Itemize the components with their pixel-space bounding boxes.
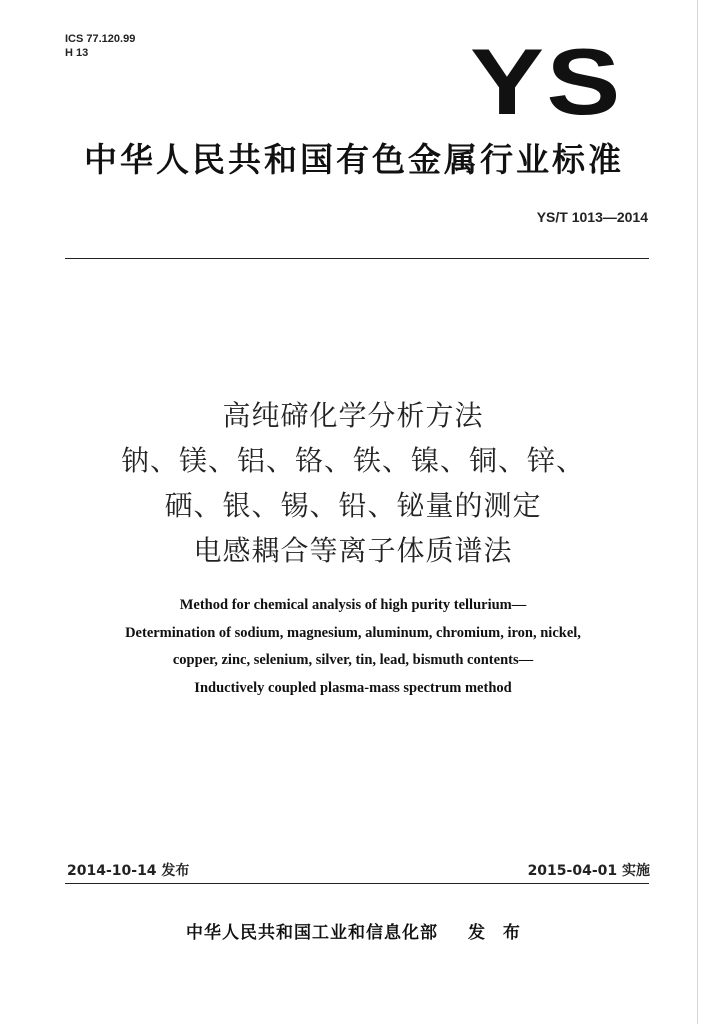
chinese-title-line: 硒、银、锡、铅、铋量的测定 [164, 489, 542, 522]
ys-logo: YS [470, 29, 623, 134]
classification-block [65, 32, 135, 60]
chinese-title [60, 393, 646, 573]
page-edge [697, 0, 698, 1024]
issuer-name: 中华人民共和国工业和信息化部 [186, 923, 438, 943]
org-title: 中华人民共和国有色金属行业标准 [84, 140, 624, 179]
top-divider [65, 258, 649, 259]
english-title-line: copper, zinc, selenium, silver, tin, lead, bismuth contents— [172, 652, 534, 668]
english-title [60, 592, 646, 702]
chinese-title-line: 电感耦合等离子体质谱法 [193, 534, 513, 567]
implementation-date: 2015-04-01 实施 [527, 863, 650, 879]
standard-number: YS/T 1013—2014 [536, 209, 648, 225]
ics-code: ICS 77.120.99 [65, 33, 136, 45]
issuer-action: 发 布 [468, 923, 526, 943]
category-code: H 13 [65, 47, 89, 59]
english-title-line: Inductively coupled plasma-mass spectrum method [194, 679, 512, 696]
english-title-line: Determination of sodium, magnesium, aluminum, chromium, iron, nickel, [125, 624, 581, 641]
chinese-title-line: 钠、镁、铝、铬、铁、镍、铜、锌、 [120, 444, 585, 477]
issue-date: 2014-10-14 发布 [67, 863, 190, 879]
chinese-title-line: 高纯碲化学分析方法 [222, 399, 484, 432]
english-title-line: Method for chemical analysis of high purity tellurium— [179, 597, 527, 613]
bottom-divider [65, 883, 649, 884]
issuer-line [186, 918, 526, 943]
